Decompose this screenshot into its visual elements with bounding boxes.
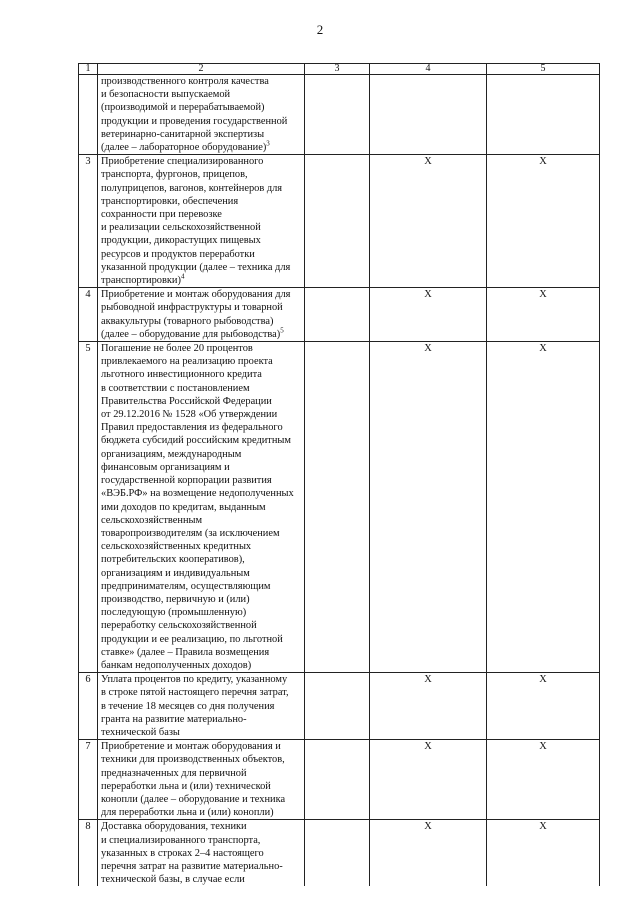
table-row xyxy=(79,673,600,740)
row-col-4: Х xyxy=(370,740,487,820)
row-col-3 xyxy=(305,342,370,673)
row-number: 7 xyxy=(79,740,98,820)
row-col-5 xyxy=(487,75,600,155)
row-col-5: Х xyxy=(487,155,600,288)
row-description xyxy=(98,155,305,288)
row-col-4: Х xyxy=(370,673,487,740)
header-col-5: 5 xyxy=(487,64,600,75)
row-text: Уплата процентов по кредиту, указанному в строке пятой настоящего перечня затрат, в течение 18 месяцев со дня получения гранта на развитие материально- технической базы xyxy=(101,674,289,738)
footnote-mark: 4 xyxy=(180,272,185,281)
row-col-4 xyxy=(370,75,487,155)
row-col-4: Х xyxy=(370,288,487,342)
footnote-mark: 3 xyxy=(266,139,270,148)
expense-table xyxy=(78,63,600,886)
row-text: Погашение не более 20 процентов привлекаемого на реализацию проекта льготного инвестиционного кредита в соответствии с постановлением Правительства Российской Федерации от 29.12.2016 № 1528 «Об утверждении Правил предоставления из федерального бюджета субсидий российским кредитным организациям, международным финансовым организациям и государственной корпорации развития «ВЭБ.РФ» на возмещение недополученных ими доходов по кредитам, выданным сельскохозяйственным товаропроизводителям (за исключением сельскохозяйственных кредитных потребительских кооперативов), организациям и индивидуальным предпринимателям, осуществляющим производство, первичную и (или) последующую (промышленную) переработку сельскохозяйственной продукции и ее реализацию, по льготной ставке» (далее – Правила возмещения банкам недополученных доходов) xyxy=(101,343,294,671)
header-col-1: 1 xyxy=(79,64,98,75)
row-col-3 xyxy=(305,75,370,155)
row-col-4: Х xyxy=(370,820,487,887)
row-number: 5 xyxy=(79,342,98,673)
row-text: Приобретение специализированного транспорта, фургонов, прицепов, полуприцепов, вагонов, контейнеров для транспортировки, обеспечения сохранности при перевозке и реализации сельскохозяйственной продукции, дикорастущих пищевых ресурсов и продуктов переработки указанной продукции (далее – техника для транспортировки) xyxy=(101,156,291,287)
row-col-5: Х xyxy=(487,820,600,887)
row-col-3 xyxy=(305,288,370,342)
table-row xyxy=(79,75,600,155)
row-description xyxy=(98,75,305,155)
row-description xyxy=(98,342,305,673)
row-description xyxy=(98,740,305,820)
header-col-2: 2 xyxy=(98,64,305,75)
table-header-row xyxy=(79,64,600,75)
row-col-4: Х xyxy=(370,155,487,288)
row-number: 6 xyxy=(79,673,98,740)
header-col-4: 4 xyxy=(370,64,487,75)
row-text: Приобретение и монтаж оборудования и техники для производственных объектов, предназначенных для первичной переработки льна и (или) технической конопли (далее – оборудование и техника для переработки льна и (или) конопли) xyxy=(101,741,286,819)
row-description xyxy=(98,288,305,342)
row-col-5: Х xyxy=(487,342,600,673)
row-description xyxy=(98,820,305,887)
row-text: Доставка оборудования, техники и специализированного транспорта, указанных в строках 2–4 настоящего перечня затрат на развитие материально- технической базы, в случае если xyxy=(101,821,283,886)
row-col-3 xyxy=(305,155,370,288)
row-col-3 xyxy=(305,740,370,820)
row-number xyxy=(79,75,98,155)
footnote-mark: 5 xyxy=(280,326,284,335)
page-number: 2 xyxy=(316,22,324,37)
table-row xyxy=(79,820,600,887)
row-number: 4 xyxy=(79,288,98,342)
row-col-3 xyxy=(305,673,370,740)
table-row xyxy=(79,288,600,342)
row-col-3 xyxy=(305,820,370,887)
row-number: 8 xyxy=(79,820,98,887)
table-row xyxy=(79,740,600,820)
row-col-5: Х xyxy=(487,740,600,820)
table-row xyxy=(79,342,600,673)
row-text: производственного контроля качества и безопасности выпускаемой (производимой и перерабатываемой) продукции и проведения государственной ветеринарно-санитарной экспертизы (далее – лабораторное оборудование) xyxy=(101,76,288,154)
row-number: 3 xyxy=(79,155,98,288)
row-description xyxy=(98,673,305,740)
header-col-3: 3 xyxy=(305,64,370,75)
table-row xyxy=(79,155,600,288)
row-col-4: Х xyxy=(370,342,487,673)
row-text: Приобретение и монтаж оборудования для рыбоводной инфраструктуры и товарной аквакультуры (товарного рыбоводства) (далее – оборудование для рыбоводства) xyxy=(101,289,291,340)
row-col-5: Х xyxy=(487,673,600,740)
row-col-5: Х xyxy=(487,288,600,342)
